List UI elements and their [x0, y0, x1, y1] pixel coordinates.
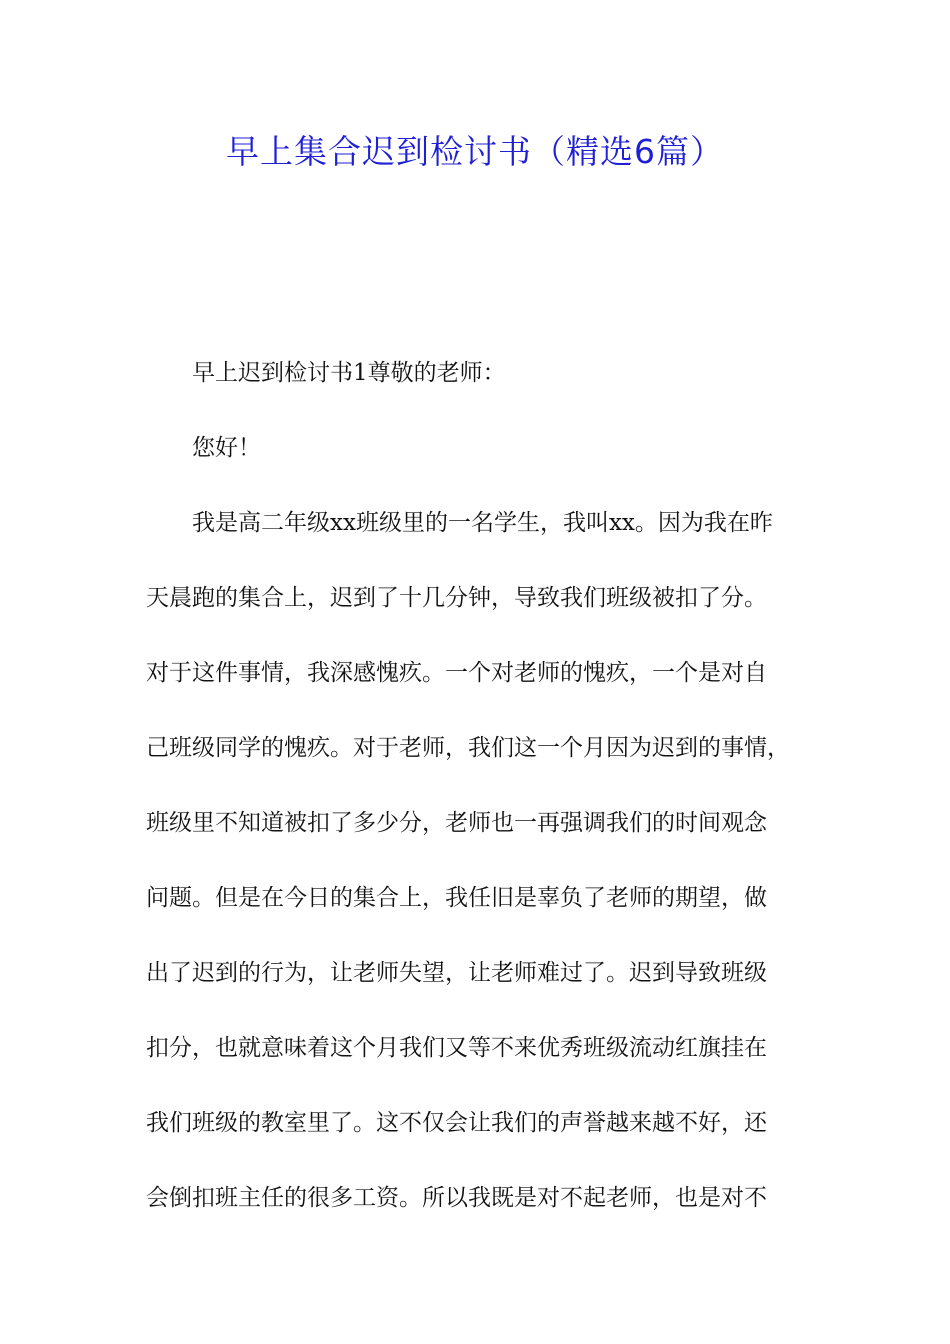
body-line: 天晨跑的集合上，迟到了十几分钟，导致我们班级被扣了分。 — [146, 585, 767, 611]
body-line: 会倒扣班主任的很多工资。所以我既是对不起老师，也是对不 — [146, 1185, 767, 1211]
body-line: 扣分，也就意味着这个月我们又等不来优秀班级流动红旗挂在 — [146, 1035, 767, 1061]
greeting-line: 您好！ — [192, 435, 261, 461]
salutation-line: 早上迟到检讨书1尊敬的老师： — [192, 360, 506, 386]
body-line: 对于这件事情，我深感愧疚。一个对老师的愧疚，一个是对自 — [146, 660, 767, 686]
body-line: 己班级同学的愧疚。对于老师，我们这一个月因为迟到的事情， — [146, 735, 790, 761]
body-line: 问题。但是在今日的集合上，我任旧是辜负了老师的期望，做 — [146, 885, 767, 911]
document-body — [146, 336, 826, 1236]
body-line: 班级里不知道被扣了多少分，老师也一再强调我们的时间观念 — [146, 810, 767, 836]
document-title: 早上集合迟到检讨书（精选6篇） — [226, 132, 724, 171]
body-line: 出了迟到的行为，让老师失望，让老师难过了。迟到导致班级 — [146, 960, 767, 986]
body-line: 我是高二年级xx班级里的一名学生，我叫xx。因为我在昨 — [192, 510, 773, 536]
body-line: 我们班级的教室里了。这不仅会让我们的声誉越来越不好，还 — [146, 1110, 767, 1136]
